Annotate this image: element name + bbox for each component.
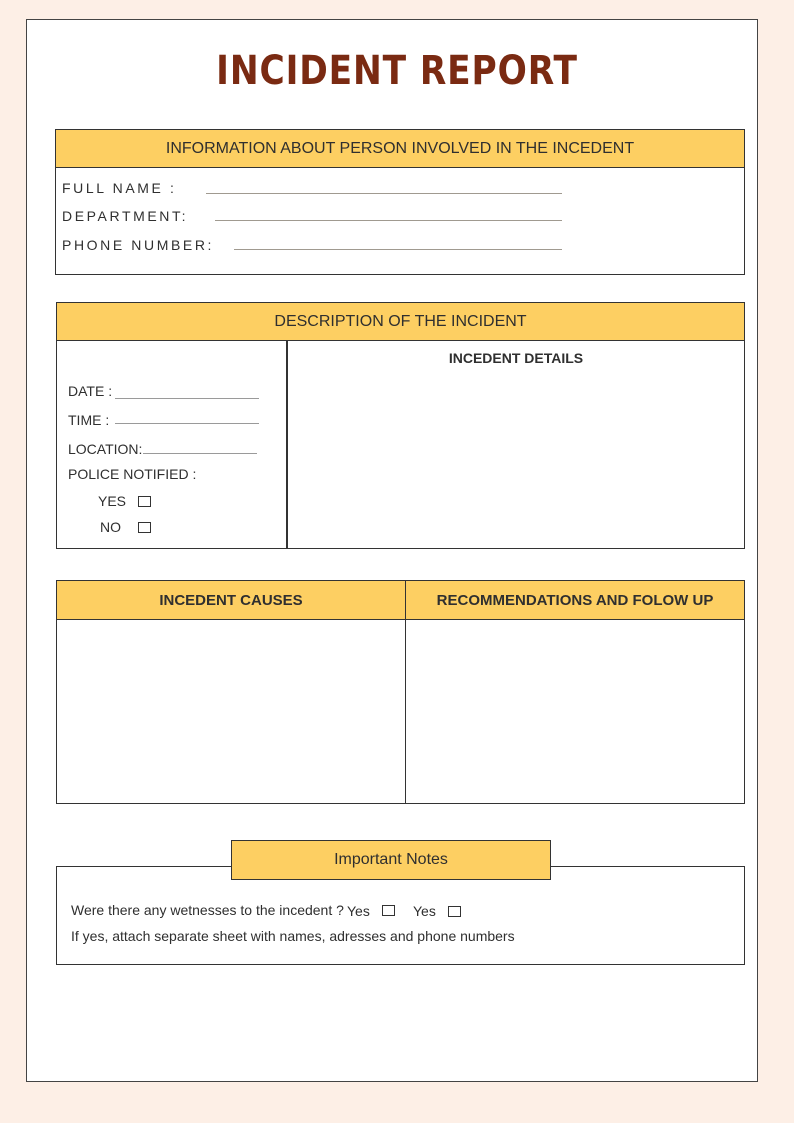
phone-number-field[interactable] <box>234 249 562 250</box>
full-name-label: FULL NAME : <box>62 180 177 196</box>
page-title: INCIDENT REPORT <box>216 48 578 94</box>
incident-details-box[interactable] <box>287 340 745 549</box>
police-yes-label: YES <box>98 493 127 509</box>
person-section-header: INFORMATION ABOUT PERSON INVOLVED IN THE INCEDENT <box>55 129 745 168</box>
witness-instruction: If yes, attach separate sheet with names, adresses and phone numbers <box>71 928 515 944</box>
incident-causes-box[interactable] <box>56 619 406 804</box>
important-notes-header: Important Notes <box>231 840 551 880</box>
police-yes-checkbox[interactable] <box>138 496 151 507</box>
time-label: TIME : <box>68 412 110 428</box>
witness-option-2-checkbox[interactable] <box>448 906 461 917</box>
description-section-header: DESCRIPTION OF THE INCIDENT <box>56 302 745 341</box>
location-label: LOCATION: <box>68 441 143 457</box>
recommendations-box[interactable] <box>405 619 745 804</box>
incident-details-label: INCEDENT DETAILS <box>448 350 584 366</box>
date-field[interactable] <box>115 398 259 399</box>
police-no-label: NO <box>100 519 121 535</box>
police-no-checkbox[interactable] <box>138 522 151 533</box>
location-field[interactable] <box>143 453 257 454</box>
full-name-field[interactable] <box>206 193 562 194</box>
date-label: DATE : <box>68 383 113 399</box>
recommendations-header: RECOMMENDATIONS AND FOLOW UP <box>405 580 745 620</box>
police-notified-label: POLICE NOTIFIED : <box>68 466 197 482</box>
witness-option-1-label: Yes <box>347 903 370 919</box>
phone-number-label: PHONE NUMBER: <box>62 237 215 253</box>
time-field[interactable] <box>115 423 259 424</box>
witness-option-2-label: Yes <box>413 903 436 919</box>
incident-causes-header: INCEDENT CAUSES <box>56 580 406 620</box>
witness-option-1-checkbox[interactable] <box>382 905 395 916</box>
department-label: DEPARTMENT: <box>62 208 189 224</box>
witness-question: Were there any wetnesses to the incedent ? <box>71 902 344 918</box>
department-field[interactable] <box>215 220 562 221</box>
